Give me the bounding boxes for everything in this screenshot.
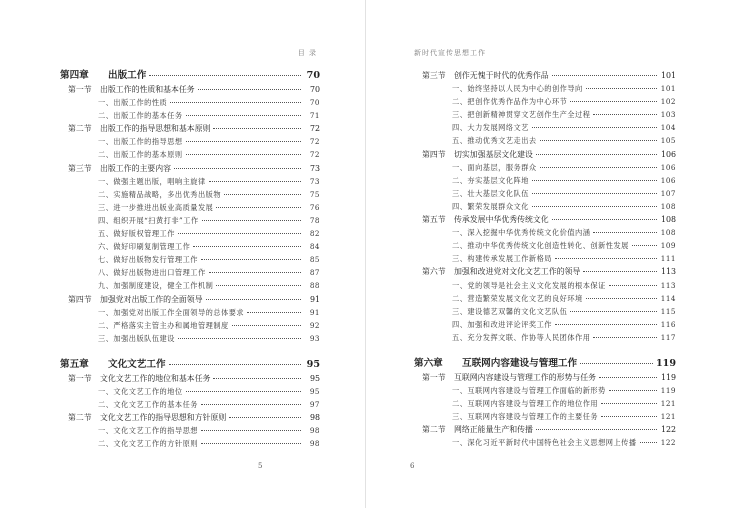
entry-title: 二、文化文艺工作的基本任务	[98, 400, 198, 410]
entry-label: 第二节	[68, 413, 92, 423]
dot-leader	[570, 311, 657, 312]
entry-title: 一、出版工作的性质	[98, 98, 168, 108]
dot-leader	[536, 429, 657, 430]
entry-label: 第六章	[414, 357, 443, 369]
entry-page-number: 91	[309, 294, 320, 304]
dot-leader	[552, 219, 657, 220]
dot-leader	[201, 430, 301, 431]
entry-page-number: 108	[660, 228, 676, 238]
entry-title: 三、建设德艺双馨的文化文艺队伍	[452, 306, 568, 316]
dot-leader	[186, 141, 301, 142]
entry-title: 三、构建传承发展工作新格局	[452, 254, 552, 264]
entry-page-number: 113	[660, 280, 676, 290]
entry-page-number: 102	[660, 97, 676, 107]
entry-page-number: 71	[309, 111, 320, 121]
toc-item-row[interactable]	[414, 252, 676, 265]
dot-leader	[229, 417, 301, 418]
toc-item-row[interactable]	[414, 108, 676, 121]
toc-item-row[interactable]	[60, 279, 320, 292]
entry-title: 互联网内容建设与管理工作的形势与任务	[454, 372, 597, 382]
dot-leader	[186, 154, 301, 155]
dot-leader	[174, 168, 301, 169]
toc-item-row[interactable]	[60, 214, 320, 227]
entry-page-number: 106	[660, 162, 676, 172]
dot-leader	[216, 285, 301, 286]
entry-page-number: 72	[309, 150, 320, 160]
table-of-contents	[414, 69, 676, 450]
toc-section-row[interactable]	[414, 69, 676, 82]
toc-section-row[interactable]	[414, 265, 676, 278]
entry-title: 三、加强出版队伍建设	[98, 333, 175, 343]
entry-page-number: 101	[660, 84, 676, 94]
entry-page-number: 91	[309, 307, 320, 317]
toc-item-row[interactable]	[414, 226, 676, 239]
dot-leader	[178, 233, 301, 234]
entry-title: 五、推动优秀文艺走出去	[452, 136, 537, 146]
entry-title: 七、做好出版物发行管理工作	[98, 255, 198, 265]
entry-title: 四、大力发展网络文艺	[452, 123, 529, 133]
entry-title: 一、出版工作的指导思想	[98, 137, 183, 147]
entry-label: 第二节	[68, 124, 92, 134]
entry-title: 二、互联网内容建设与管理工作的地位作用	[452, 399, 599, 409]
entry-title: 四、繁荣发展群众文化	[452, 201, 529, 211]
entry-title: 一、深化习近平新时代中国特色社会主义思想网上传播	[452, 438, 637, 448]
entry-page-number: 85	[309, 255, 320, 265]
entry-page-number: 117	[660, 332, 676, 342]
entry-title: 创作无愧于时代的优秀作品	[454, 71, 549, 80]
entry-label: 第一节	[68, 85, 92, 94]
entry-page-number: 95	[309, 373, 320, 383]
entry-page-number: 78	[309, 215, 320, 225]
dot-leader	[632, 245, 657, 246]
entry-page-number: 103	[660, 110, 676, 120]
dot-leader	[555, 324, 657, 325]
entry-page-number: 119	[660, 386, 676, 396]
entry-page-number: 87	[309, 268, 320, 278]
toc-item-row[interactable]	[414, 121, 676, 134]
chapter-gap	[60, 345, 320, 357]
entry-page-number: 108	[660, 215, 676, 225]
dot-leader	[609, 390, 657, 391]
toc-item-row[interactable]	[414, 318, 676, 331]
toc-section-row[interactable]	[60, 162, 320, 175]
dot-leader	[186, 391, 301, 392]
entry-title: 互联网内容建设与管理工作	[462, 357, 578, 369]
entry-title: 一、加强党对出版工作全面领导的总体要求	[98, 307, 245, 317]
entry-page-number: 98	[309, 413, 320, 423]
entry-page-number: 122	[660, 438, 676, 448]
toc-item-row[interactable]	[60, 148, 320, 161]
entry-page-number: 70	[306, 70, 320, 81]
entry-title: 网络正能量生产和传播	[454, 425, 533, 435]
toc-item-row[interactable]	[60, 253, 320, 266]
entry-page-number: 98	[309, 426, 320, 436]
toc-item-row[interactable]	[60, 135, 320, 148]
toc-item-row[interactable]	[414, 174, 676, 187]
entry-page-number: 121	[660, 399, 676, 409]
dot-leader	[593, 337, 657, 338]
dot-leader	[532, 127, 657, 128]
entry-page-number: 107	[660, 188, 676, 198]
entry-page-number: 119	[660, 372, 676, 382]
toc-section-row[interactable]	[414, 148, 676, 161]
toc-item-row[interactable]	[414, 279, 676, 292]
entry-title: 一、互联网内容建设与管理工作面临的新形势	[452, 386, 606, 396]
toc-item-row[interactable]	[60, 437, 320, 450]
entry-title: 一、文化文艺工作的指导思想	[98, 426, 198, 436]
entry-page-number: 82	[309, 229, 320, 239]
entry-page-number: 75	[309, 189, 320, 199]
entry-title: 二、夯实基层文化阵地	[452, 175, 529, 185]
entry-title: 八、做好出版物进出口管理工作	[98, 268, 206, 278]
dot-leader	[532, 180, 657, 181]
toc-section-row[interactable]	[414, 371, 676, 384]
toc-item-row[interactable]	[60, 398, 320, 411]
entry-title: 二、出版工作的基本原则	[98, 150, 183, 160]
dot-leader	[213, 378, 301, 379]
entry-title: 四、加强和改进评论评奖工作	[452, 319, 552, 329]
toc-item-row[interactable]	[60, 424, 320, 437]
entry-title: 一、做强主题出版，唱响主旋律	[98, 176, 206, 186]
entry-page-number: 98	[309, 439, 320, 449]
entry-title: 五、做好版权管理工作	[98, 229, 175, 239]
entry-title: 二、实施精品战略，多出优秀出版物	[98, 189, 222, 199]
toc-item-row[interactable]	[414, 95, 676, 108]
entry-page-number: 114	[660, 293, 676, 303]
dot-leader	[149, 75, 301, 76]
entry-title: 出版工作	[108, 70, 147, 81]
entry-title: 加强和改进党对文化文艺工作的领导	[454, 267, 581, 277]
entry-page-number: 111	[660, 254, 676, 264]
entry-title: 二、严格落实主管主办和属地管理制度	[98, 320, 229, 330]
dot-leader	[532, 206, 657, 207]
dot-leader	[552, 75, 657, 76]
toc-section-row[interactable]	[60, 122, 320, 135]
toc-item-row[interactable]	[60, 306, 320, 319]
dot-leader	[198, 89, 301, 90]
toc-item-row[interactable]	[60, 96, 320, 109]
toc-item-row[interactable]	[60, 385, 320, 398]
toc-item-row[interactable]	[414, 292, 676, 305]
entry-title: 切实加强基层文化建设	[454, 149, 533, 159]
toc-item-row[interactable]	[60, 319, 320, 332]
dot-leader	[570, 101, 657, 102]
entry-title: 传承发展中华优秀传统文化	[454, 215, 549, 225]
entry-title: 九、加强制度建设，健全工作机制	[98, 281, 214, 291]
dot-leader	[536, 154, 657, 155]
toc-item-row[interactable]	[60, 266, 320, 279]
entry-page-number: 92	[309, 320, 320, 330]
entry-page-number: 95	[309, 386, 320, 396]
toc-chapter-row[interactable]	[414, 356, 676, 371]
toc-item-row[interactable]	[414, 384, 676, 397]
entry-title: 三、把创新精神贯穿文艺创作生产全过程	[452, 110, 591, 120]
dot-leader	[532, 193, 657, 194]
entry-page-number: 97	[309, 400, 320, 410]
dot-leader	[209, 181, 301, 182]
right-page	[365, 0, 730, 508]
entry-label: 第五章	[60, 358, 89, 370]
entry-title: 出版工作的主要内容	[100, 163, 172, 173]
dot-leader	[232, 325, 301, 326]
toc-item-row[interactable]	[414, 397, 676, 410]
entry-page-number: 119	[655, 357, 676, 369]
dot-leader	[540, 140, 657, 141]
dot-leader	[247, 312, 301, 313]
dot-leader	[640, 442, 657, 443]
entry-title: 三、互联网内容建设与管理工作的主要任务	[452, 412, 599, 422]
toc-item-row[interactable]	[414, 161, 676, 174]
entry-page-number: 105	[660, 136, 676, 146]
toc-chapter-row[interactable]	[60, 357, 320, 372]
dot-leader	[540, 167, 657, 168]
entry-title: 五、充分发挥文联、作协等人民团体作用	[452, 332, 591, 342]
entry-page-number: 95	[306, 358, 320, 370]
entry-title: 一、深入挖掘中华优秀传统文化价值内涵	[452, 228, 591, 238]
dot-leader	[202, 220, 301, 221]
entry-page-number: 88	[309, 281, 320, 291]
entry-page-number: 121	[660, 412, 676, 422]
entry-label: 第四节	[422, 149, 446, 159]
page-number: 6	[410, 462, 415, 470]
dot-leader	[213, 128, 301, 129]
toc-item-row[interactable]	[414, 187, 676, 200]
entry-page-number: 73	[309, 163, 320, 173]
dot-leader	[586, 298, 657, 299]
entry-page-number: 109	[660, 241, 676, 251]
toc-item-row[interactable]	[414, 200, 676, 213]
running-head: 新时代宣传思想工作	[414, 49, 486, 57]
entry-title: 二、把创作优秀作品作为中心环节	[452, 97, 568, 107]
entry-label: 第四章	[60, 70, 89, 81]
dot-leader	[193, 246, 301, 247]
toc-section-row[interactable]	[414, 213, 676, 226]
entry-page-number: 106	[660, 149, 676, 159]
toc-item-row[interactable]	[60, 240, 320, 253]
entry-title: 一、始终坚持以人民为中心的创作导向	[452, 84, 583, 94]
dot-leader	[186, 115, 301, 116]
toc-item-row[interactable]	[60, 227, 320, 240]
dot-leader	[170, 102, 301, 103]
dot-leader	[599, 377, 657, 378]
entry-page-number: 93	[309, 333, 320, 343]
entry-page-number: 115	[660, 306, 676, 316]
entry-page-number: 70	[309, 98, 320, 108]
entry-label: 第二节	[422, 425, 446, 435]
entry-label: 第六节	[422, 267, 446, 277]
toc-item-row[interactable]	[414, 239, 676, 252]
entry-page-number: 76	[309, 202, 320, 212]
dot-leader	[201, 443, 301, 444]
entry-page-number: 122	[660, 425, 676, 435]
entry-title: 一、面向基层，服务群众	[452, 162, 537, 172]
entry-title: 三、壮大基层文化队伍	[452, 188, 529, 198]
entry-page-number: 72	[309, 137, 320, 147]
dot-leader	[586, 88, 657, 89]
dot-leader	[580, 363, 653, 364]
toc-item-row[interactable]	[414, 410, 676, 423]
dot-leader	[201, 404, 301, 405]
entry-title: 二、营造繁荣发展文化文艺的良好环境	[452, 293, 583, 303]
page-number: 5	[258, 462, 263, 470]
entry-page-number: 113	[660, 267, 676, 277]
entry-label: 第一节	[68, 373, 92, 383]
entry-title: 出版工作的指导思想和基本原则	[100, 124, 211, 134]
toc-item-row[interactable]	[60, 332, 320, 345]
dot-leader	[555, 258, 657, 259]
entry-title: 一、党的领导是社会主义文化发展的根本保证	[452, 280, 606, 290]
entry-title: 文化文艺工作的指导思想和方针原则	[100, 413, 227, 423]
toc-item-row[interactable]	[60, 201, 320, 214]
toc-chapter-row[interactable]	[60, 68, 320, 83]
dot-leader	[169, 364, 301, 365]
toc-section-row[interactable]	[414, 423, 676, 436]
entry-page-number: 101	[660, 71, 676, 80]
entry-page-number: 73	[309, 176, 320, 186]
entry-label: 第一节	[422, 372, 446, 382]
entry-title: 三、进一步推进出版业高质量发展	[98, 202, 214, 212]
entry-label: 第三节	[422, 71, 446, 80]
entry-title: 加强党对出版工作的全面领导	[100, 294, 203, 304]
toc-item-row[interactable]	[414, 134, 676, 147]
dot-leader	[216, 207, 301, 208]
entry-title: 二、出版工作的基本任务	[98, 111, 183, 121]
entry-title: 二、推动中华优秀传统文化创造性转化、创新性发展	[452, 241, 629, 251]
toc-section-row[interactable]	[60, 411, 320, 424]
toc-item-row[interactable]	[414, 82, 676, 95]
entry-label: 第三节	[68, 163, 92, 173]
entry-page-number: 84	[309, 242, 320, 252]
toc-item-row[interactable]	[414, 331, 676, 344]
toc-item-row[interactable]	[60, 188, 320, 201]
entry-page-number: 116	[660, 319, 676, 329]
toc-item-row[interactable]	[60, 109, 320, 122]
toc-item-row[interactable]	[414, 305, 676, 318]
dot-leader	[601, 403, 657, 404]
dot-leader	[593, 232, 657, 233]
entry-title: 六、做好印刷复制管理工作	[98, 242, 191, 252]
dot-leader	[209, 272, 301, 273]
entry-title: 一、文化文艺工作的地位	[98, 386, 183, 396]
entry-page-number: 108	[660, 201, 676, 211]
toc-section-row[interactable]	[60, 372, 320, 385]
entry-page-number: 106	[660, 175, 676, 185]
entry-label: 第五节	[422, 215, 446, 225]
dot-leader	[201, 259, 301, 260]
dot-leader	[601, 416, 657, 417]
entry-title: 文化文艺工作	[108, 358, 166, 370]
toc-section-row[interactable]	[60, 83, 320, 96]
entry-title: 二、文化文艺工作的方针原则	[98, 439, 198, 449]
entry-title: 四、组织开展“扫黄打非”工作	[98, 215, 199, 225]
running-head: 目 录	[297, 49, 317, 57]
entry-title: 文化文艺工作的地位和基本任务	[100, 373, 211, 383]
dot-leader	[583, 271, 657, 272]
entry-title: 出版工作的性质和基本任务	[100, 85, 195, 94]
dot-leader	[206, 299, 301, 300]
entry-page-number: 104	[660, 123, 676, 133]
toc-item-row[interactable]	[60, 175, 320, 188]
dot-leader	[609, 285, 657, 286]
toc-section-row[interactable]	[60, 293, 320, 306]
dot-leader	[593, 114, 657, 115]
dot-leader	[178, 338, 301, 339]
dot-leader	[224, 194, 301, 195]
entry-page-number: 70	[309, 85, 320, 94]
chapter-gap	[414, 344, 676, 356]
entry-label: 第四节	[68, 294, 92, 304]
toc-item-row[interactable]	[414, 436, 676, 449]
table-of-contents	[60, 68, 320, 450]
entry-page-number: 72	[309, 124, 320, 134]
